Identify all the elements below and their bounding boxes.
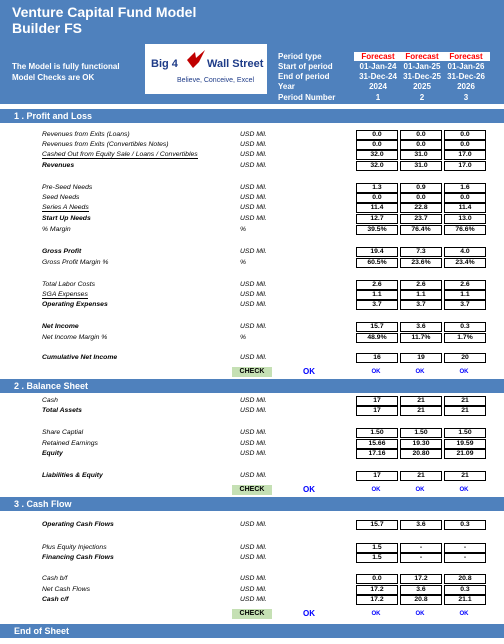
row-label: Gross Profit xyxy=(42,248,82,255)
row-value-3[interactable]: 0.0 xyxy=(444,193,486,203)
row-unit: USD Mil. xyxy=(240,596,267,603)
row-label: Equity xyxy=(42,450,63,457)
row-value-3[interactable]: 21 xyxy=(444,406,486,416)
row-unit: USD Mil. xyxy=(240,184,267,191)
row-value-3[interactable]: 1.6 xyxy=(444,183,486,193)
row-value-2[interactable]: 3.6 xyxy=(400,520,442,530)
end-period-3: 31-Dec-26 xyxy=(447,72,485,81)
row-label: Plus Equity Injections xyxy=(42,544,107,551)
row-value-1[interactable]: 39.5% xyxy=(356,225,398,235)
row-value-1[interactable]: 19.4 xyxy=(356,247,398,257)
row-value-1[interactable]: 3.7 xyxy=(356,300,398,310)
row-value-2[interactable]: 23.7 xyxy=(400,214,442,224)
section-cash-flow[interactable] xyxy=(0,497,504,511)
row-label: Cash b/f xyxy=(42,575,68,582)
row-label: Pre-Seed Needs xyxy=(42,184,93,191)
check-ok-3: OK xyxy=(459,487,469,493)
row-unit: USD Mil. xyxy=(240,248,267,255)
row-value-1[interactable]: 1.1 xyxy=(356,290,398,300)
period-number-label: Period Number xyxy=(278,93,336,102)
section-end-of-sheet xyxy=(0,624,504,638)
section-title: 3 . Cash Flow xyxy=(14,499,72,509)
row-value-3[interactable]: 20.8 xyxy=(444,574,486,584)
row-unit: USD Mil. xyxy=(240,472,267,479)
row-value-2[interactable]: 21 xyxy=(400,471,442,481)
row-value-3[interactable]: 3.7 xyxy=(444,300,486,310)
logo-tagline: Believe, Conceive, Excel xyxy=(177,77,255,84)
row-unit: USD Mil. xyxy=(240,194,267,201)
row-value-1[interactable]: 12.7 xyxy=(356,214,398,224)
row-label: Revenues from Exits (Convertibles Notes) xyxy=(42,141,169,148)
row-value-1[interactable]: 11.4 xyxy=(356,203,398,213)
row-value-3[interactable]: 21.1 xyxy=(444,595,486,605)
row-unit: USD Mil. xyxy=(240,450,267,457)
row-value-3[interactable]: 0.3 xyxy=(444,585,486,595)
row-value-2[interactable]: - xyxy=(400,543,442,553)
row-unit: USD Mil. xyxy=(240,407,267,414)
row-label: Series A Needs xyxy=(42,204,89,211)
row-value-1[interactable]: 15.66 xyxy=(356,439,398,449)
row-value-3[interactable]: 21 xyxy=(444,396,486,406)
section-title: 2 . Balance Sheet xyxy=(14,381,89,391)
row-value-3[interactable]: 0.3 xyxy=(444,520,486,530)
row-value-3[interactable]: 1.50 xyxy=(444,428,486,438)
row-value-3[interactable]: 1.7% xyxy=(444,333,486,343)
row-value-2[interactable]: 0.9 xyxy=(400,183,442,193)
row-value-1[interactable]: 32.0 xyxy=(356,150,398,160)
row-unit: % xyxy=(240,334,247,341)
row-label: Cash xyxy=(42,397,58,404)
row-value-2[interactable]: 0.0 xyxy=(400,130,442,140)
check-ok-2: OK xyxy=(415,611,425,617)
row-unit: USD Mil. xyxy=(240,281,267,288)
row-unit: USD Mil. xyxy=(240,162,267,169)
year-2: 2025 xyxy=(413,82,431,91)
check-ok-1: OK xyxy=(371,487,381,493)
row-label: Cash c/f xyxy=(42,596,69,603)
row-label: Net Cash Flows xyxy=(42,586,90,593)
end-period-1: 31-Dec-24 xyxy=(359,72,397,81)
check-ok-3: OK xyxy=(459,611,469,617)
row-label: Share Captial xyxy=(42,429,84,436)
row-value-1[interactable]: 1.50 xyxy=(356,428,398,438)
row-label: Start Up Needs xyxy=(42,215,91,222)
row-value-1[interactable]: 0.0 xyxy=(356,140,398,150)
row-value-3[interactable]: 2.6 xyxy=(444,280,486,290)
row-value-1[interactable]: 16 xyxy=(356,353,398,363)
row-unit: USD Mil. xyxy=(240,554,267,561)
row-unit: USD Mil. xyxy=(240,151,267,158)
period-type-label: Period type xyxy=(278,52,322,61)
row-unit: % xyxy=(240,226,247,233)
row-label: Net Income Margin % xyxy=(42,334,108,341)
row-value-1[interactable]: 60.5% xyxy=(356,258,398,268)
row-label: Gross Profit Margin % xyxy=(42,259,109,266)
check-ok-1: OK xyxy=(371,611,381,617)
row-value-1[interactable]: 17.2 xyxy=(356,595,398,605)
period-type-1: Forecast xyxy=(354,52,402,61)
sheet-header xyxy=(0,0,504,104)
row-value-3[interactable]: 0.3 xyxy=(444,322,486,332)
check-badge: CHECK xyxy=(232,609,272,619)
row-label: Total Assets xyxy=(42,407,82,414)
row-value-2[interactable]: 21 xyxy=(400,406,442,416)
check-badge: CHECK xyxy=(232,367,272,377)
check-ok-1: OK xyxy=(371,369,381,375)
row-value-3[interactable]: 23.4% xyxy=(444,258,486,268)
year-1: 2024 xyxy=(369,82,387,91)
row-label: Financing Cash Flows xyxy=(42,554,114,561)
row-value-2[interactable]: - xyxy=(400,553,442,563)
row-value-2[interactable]: 11.7% xyxy=(400,333,442,343)
end-period-label: End of period xyxy=(278,72,330,81)
row-value-3[interactable]: 19.59 xyxy=(444,439,486,449)
row-value-3[interactable]: 17.0 xyxy=(444,161,486,171)
year-3: 2026 xyxy=(457,82,475,91)
row-value-1[interactable]: 1.3 xyxy=(356,183,398,193)
row-value-1[interactable]: 0.0 xyxy=(356,193,398,203)
row-value-1[interactable]: 2.6 xyxy=(356,280,398,290)
section-balance-sheet[interactable] xyxy=(0,379,504,393)
row-unit: USD Mil. xyxy=(240,429,267,436)
row-value-2[interactable]: 19.30 xyxy=(400,439,442,449)
sheet-title xyxy=(12,4,196,36)
model-status xyxy=(12,61,120,83)
row-value-2[interactable]: 7.3 xyxy=(400,247,442,257)
row-unit: USD Mil. xyxy=(240,323,267,330)
row-value-3[interactable]: 20 xyxy=(444,353,486,363)
period-type-3: Forecast xyxy=(442,52,490,61)
check-ok-2: OK xyxy=(415,487,425,493)
section-title: End of Sheet xyxy=(14,626,70,636)
row-value-2[interactable]: 31.0 xyxy=(400,161,442,171)
row-label: Liabilities & Equity xyxy=(42,472,103,479)
row-value-2[interactable]: 1.1 xyxy=(400,290,442,300)
row-unit: USD Mil. xyxy=(240,301,267,308)
row-label: Cumulative Net Income xyxy=(42,354,118,361)
row-value-1[interactable]: 48.9% xyxy=(356,333,398,343)
row-value-2[interactable]: 20.8 xyxy=(400,595,442,605)
row-value-2[interactable]: 21 xyxy=(400,396,442,406)
row-unit: USD Mil. xyxy=(240,291,267,298)
row-label: Net Income xyxy=(42,323,79,330)
row-unit: USD Mil. xyxy=(240,544,267,551)
row-unit: USD Mil. xyxy=(240,575,267,582)
row-value-2[interactable]: 0.0 xyxy=(400,140,442,150)
row-value-1[interactable]: 17 xyxy=(356,471,398,481)
row-label: Cashed Out from Equity Sale / Loans / Convertibles xyxy=(42,151,198,158)
row-value-2[interactable]: 31.0 xyxy=(400,150,442,160)
row-value-3[interactable]: 17.0 xyxy=(444,150,486,160)
row-value-2[interactable]: 19 xyxy=(400,353,442,363)
period-type-2: Forecast xyxy=(398,52,446,61)
row-value-2[interactable]: 1.50 xyxy=(400,428,442,438)
title-line-2: Builder FS xyxy=(12,20,83,36)
section-title: 1 . Profit and Loss xyxy=(14,111,93,121)
year-label: Year xyxy=(278,82,295,91)
row-value-3[interactable]: 11.4 xyxy=(444,203,486,213)
row-label: SGA Expenses xyxy=(42,291,88,298)
row-value-2[interactable]: 3.6 xyxy=(400,322,442,332)
check-ok: OK xyxy=(303,609,315,618)
start-period-3: 01-Jan-26 xyxy=(447,62,485,71)
row-value-2[interactable]: 3.7 xyxy=(400,300,442,310)
row-value-3[interactable]: 13.0 xyxy=(444,214,486,224)
row-value-1[interactable]: 0.0 xyxy=(356,130,398,140)
row-value-1[interactable]: 17.16 xyxy=(356,449,398,459)
period-number-3: 3 xyxy=(463,93,469,102)
row-label: Operating Cash Flows xyxy=(42,521,114,528)
row-value-2[interactable]: 22.8 xyxy=(400,203,442,213)
company-logo xyxy=(145,44,267,94)
row-value-2[interactable]: 17.2 xyxy=(400,574,442,584)
row-value-2[interactable]: 3.6 xyxy=(400,585,442,595)
eagle-icon xyxy=(185,48,207,70)
check-ok: OK xyxy=(303,485,315,494)
row-value-3[interactable]: 4.0 xyxy=(444,247,486,257)
start-period-1: 01-Jan-24 xyxy=(359,62,397,71)
logo-text-right: Wall Street xyxy=(207,58,264,70)
row-value-1[interactable]: 32.0 xyxy=(356,161,398,171)
row-label: Revenues xyxy=(42,162,75,169)
row-value-3[interactable]: - xyxy=(444,553,486,563)
row-unit: USD Mil. xyxy=(240,521,267,528)
row-unit: USD Mil. xyxy=(240,141,267,148)
row-value-2[interactable]: 2.6 xyxy=(400,280,442,290)
row-label: Revenues from Exits (Loans) xyxy=(42,131,130,138)
row-value-1[interactable]: 15.7 xyxy=(356,520,398,530)
check-ok-3: OK xyxy=(459,369,469,375)
start-period-2: 01-Jan-25 xyxy=(403,62,441,71)
row-unit: USD Mil. xyxy=(240,131,267,138)
row-label: Seed Needs xyxy=(42,194,80,201)
row-value-2[interactable]: 76.4% xyxy=(400,225,442,235)
end-period-2: 31-Dec-25 xyxy=(403,72,441,81)
row-value-2[interactable]: 0.0 xyxy=(400,193,442,203)
row-value-2[interactable]: 23.6% xyxy=(400,258,442,268)
row-unit: USD Mil. xyxy=(240,204,267,211)
row-value-3[interactable]: 21 xyxy=(444,471,486,481)
row-value-3[interactable]: 0.0 xyxy=(444,140,486,150)
check-ok-2: OK xyxy=(415,369,425,375)
title-line-1: Venture Capital Fund Model xyxy=(12,4,197,20)
row-value-1[interactable]: 1.5 xyxy=(356,543,398,553)
row-label: % Margin xyxy=(42,226,71,233)
row-value-1[interactable]: 17 xyxy=(356,396,398,406)
status-line-2: Model Checks are OK xyxy=(12,73,95,82)
row-unit: USD Mil. xyxy=(240,354,267,361)
row-unit: USD Mil. xyxy=(240,586,267,593)
row-value-2[interactable]: 20.80 xyxy=(400,449,442,459)
row-value-1[interactable]: 0.0 xyxy=(356,574,398,584)
section-profit-loss[interactable] xyxy=(0,109,504,123)
row-unit: USD Mil. xyxy=(240,397,267,404)
row-value-3[interactable]: - xyxy=(444,543,486,553)
row-value-1[interactable]: 15.7 xyxy=(356,322,398,332)
row-value-3[interactable]: 76.6% xyxy=(444,225,486,235)
check-ok: OK xyxy=(303,367,315,376)
period-number-1: 1 xyxy=(375,93,381,102)
row-value-1[interactable]: 17 xyxy=(356,406,398,416)
status-line-1: The Model is fully functional xyxy=(12,62,120,71)
row-unit: % xyxy=(240,259,247,266)
row-label: Operating Expenses xyxy=(42,301,108,308)
row-value-1[interactable]: 1.5 xyxy=(356,553,398,563)
row-label: Total Labor Costs xyxy=(42,281,96,288)
row-value-1[interactable]: 17.2 xyxy=(356,585,398,595)
row-label: Retained Earnings xyxy=(42,440,98,447)
row-unit: USD Mil. xyxy=(240,440,267,447)
start-period-label: Start of period xyxy=(278,62,333,71)
check-badge: CHECK xyxy=(232,485,272,495)
row-value-3[interactable]: 1.1 xyxy=(444,290,486,300)
row-value-3[interactable]: 21.09 xyxy=(444,449,486,459)
period-number-2: 2 xyxy=(419,93,425,102)
logo-text-left: Big 4 xyxy=(151,58,178,70)
row-value-3[interactable]: 0.0 xyxy=(444,130,486,140)
row-unit: USD Mil. xyxy=(240,215,267,222)
